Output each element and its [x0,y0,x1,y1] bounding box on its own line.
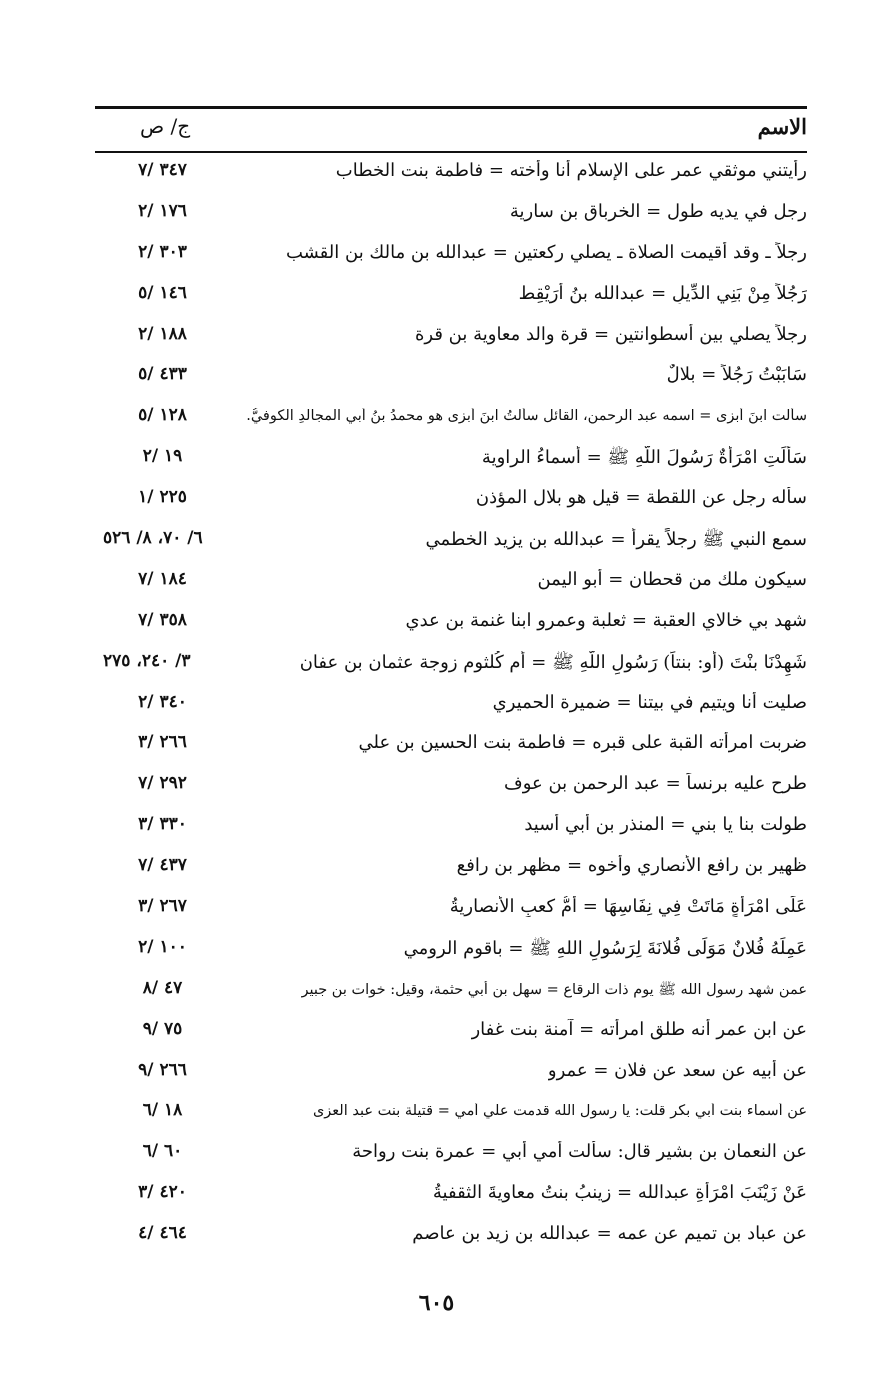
entry-name: سمع النبي ﷺ رجلاً يقرأ = عبدالله بن يزيد الخطمي [425,529,807,551]
header-rule [95,151,807,153]
index-entry [95,892,807,933]
entry-volume-page: ٤٧ /٨ [142,977,183,998]
entry-name: سَأَلَتِ امْرَأَةٌ رَسُولَ اللَّهِ ﷺ = أسماءُ الراوية [481,447,807,469]
index-entry [95,565,807,606]
index-entry [95,238,807,279]
entry-name: عَمِلَهُ فُلانٌ مَوَلَى فُلانَةَ لِرَسُولِ اللهِ ﷺ = باقوم الرومي [403,937,807,959]
entry-volume-page: ٢٩٢ /٧ [138,773,187,794]
entry-volume-page: ١٨٨ /٢ [138,323,187,344]
entry-name: سأله رجل عن اللقطة = قيل هو بلال المؤذن [475,487,807,509]
entry-name: طرح عليه برنساً = عبد الرحمن بن عوف [504,773,807,795]
index-entry [95,851,807,892]
entry-name: رَجُلاً مِنْ بَنِي الدِّيلِ = عبدالله بنُ أُرَيْقِط [518,282,807,304]
column-header-volume-page: ج/ ص [140,114,191,138]
index-entry [95,1137,807,1178]
index-entry [95,320,807,361]
entry-volume-page: ٣/ ٢٤٠، ٢٧٥ [103,650,191,671]
entry-volume-page: ٢٦٦ /٣ [138,732,187,753]
entry-name: عن أبيه عن سعد عن فلان = عمرو [547,1059,807,1081]
entry-volume-page: ١٠٠ /٢ [138,936,187,957]
entry-volume-page: ٣٣٠ /٣ [138,814,187,835]
index-entry [95,442,807,483]
entry-volume-page: ٤٣٣ /٥ [138,364,187,385]
entry-name: رجل في يديه طول = الخرباق بن سارية [509,200,807,222]
entry-name: رأيتني موثقي عمر على الإسلام أنا وأخته = فاطمة بنت الخطاب [335,160,807,181]
index-entry [95,401,807,442]
entry-volume-page: ٤٢٠ /٣ [138,1182,187,1203]
entry-volume-page: ١٢٨ /٥ [138,405,187,426]
index-entry [95,1096,807,1137]
index-entry [95,483,807,524]
entry-name: صليت أنا ويتيم في بيتنا = ضميرة الحميري [492,691,807,713]
index-entry [95,647,807,688]
table-header [95,110,807,150]
entry-volume-page: ٢٦٧ /٣ [138,896,187,917]
index-entry [95,360,807,401]
entry-name: ظهير بن رافع الأنصاري وأخوه = مظهر بن رافع [456,855,807,877]
entry-name: سيكون ملك من قحطان = أبو اليمن [537,568,807,590]
entry-volume-page: ١٤٦ /٥ [138,282,187,303]
entry-name: رجلاً ـ وقد أقيمت الصلاة ـ يصلي ركعتين = عبدالله بن مالك بن القشب [285,241,807,263]
entry-name: عَلَى امْرَأَةٍ مَاتَتْ فِي نِفَاسِهَا = أُمُّ كعبٍ الأنصاريةُ [449,896,807,918]
index-entry [95,974,807,1015]
entry-volume-page: ٣٠٣ /٢ [138,241,187,262]
column-header-name: الاسم [757,114,807,139]
index-entry [95,728,807,769]
entry-volume-page: ٣٥٨ /٧ [138,609,187,630]
entry-name: طولت بنا يا بني = المنذر بن أبي أسيد [524,814,807,836]
entry-name: عن أسماء بنت أبي بكر قلت: يا رسول الله قدمت علي أمي = قتيلة بنت عبد العزى [312,1103,807,1120]
entry-volume-page: ١٩ /٢ [142,446,183,467]
entry-volume-page: ١٨٤ /٧ [138,568,187,589]
index-entry [95,933,807,974]
entry-name: شَهِدْنَا بنْتَ (أو: بنتاً) رَسُولِ اللَّهِ ﷺ = أم كُلثوم زوجة عثمان بن عفان [299,651,807,673]
entry-name: سَابَبْتُ رَجُلاً = بلالٌ [666,364,807,386]
entry-name: سألت ابنَ أبزى = اسمه عبد الرحمن، القائل سألتُ ابنَ أبزى هو محمدُ بنُ أبي المجالدِ الكوفيُّ. [246,408,807,425]
entry-name: عَنْ زَيْنَبَ امْرَأَةِ عبدالله = زينبُ بنتُ معاويةَ الثقفيةُ [432,1182,807,1204]
index-entry [95,1056,807,1097]
index-entry [95,279,807,320]
entry-volume-page: ١٨ /٦ [142,1100,183,1121]
index-entries [95,156,807,1260]
entry-volume-page: ٤٦٤ /٤ [138,1223,187,1244]
index-entry [95,688,807,729]
entry-name: عن النعمان بن بشير قال: سألت أمي أبي = عمرة بنت رواحة [352,1141,807,1163]
index-entry [95,1219,807,1260]
index-entry [95,769,807,810]
entry-volume-page: ٢٢٥ /١ [138,487,187,508]
entry-volume-page: ٢٦٦ /٩ [138,1059,187,1080]
index-entry [95,606,807,647]
index-entry [95,524,807,565]
entry-name: ضربت امرأته القبة على قبره = فاطمة بنت الحسين بن علي [358,732,807,754]
entry-volume-page: ١٧٦ /٢ [138,200,187,221]
top-rule [95,106,807,109]
index-entry [95,197,807,238]
index-entry [95,1015,807,1056]
entry-name: شهد بي خالاي العقبة = ثعلبة وعمرو ابنا غنمة بن عدي [405,609,807,631]
entry-name: عمن شهد رسول الله ﷺ يوم ذات الرقاع = سهل بن أبي حثمة، وقيل: خوات بن جبير [301,981,807,998]
entry-name: رجلاً يصلي بين أسطوانتين = قرة والد معاوية بن قرة [414,323,807,345]
entry-volume-page: ٦/ ٧٠، ٨/ ٥٢٦ [103,528,203,549]
entry-volume-page: ٦٠ /٦ [142,1141,183,1162]
page-number: ٦٠٥ [418,1290,455,1316]
entry-volume-page: ٧٥ /٩ [142,1018,183,1039]
entry-volume-page: ٣٤٠ /٢ [138,691,187,712]
entry-name: عن عباد بن تميم عن عمه = عبدالله بن زيد بن عاصم [412,1223,807,1245]
entry-name: عن ابن عمر أنه طلق امرأته = آمنة بنت غفار [471,1018,807,1040]
index-entry [95,810,807,851]
entry-volume-page: ٣٤٧ /٧ [138,160,187,180]
index-entry [95,1178,807,1219]
entry-volume-page: ٤٣٧ /٧ [138,855,187,876]
index-entry [95,156,807,197]
